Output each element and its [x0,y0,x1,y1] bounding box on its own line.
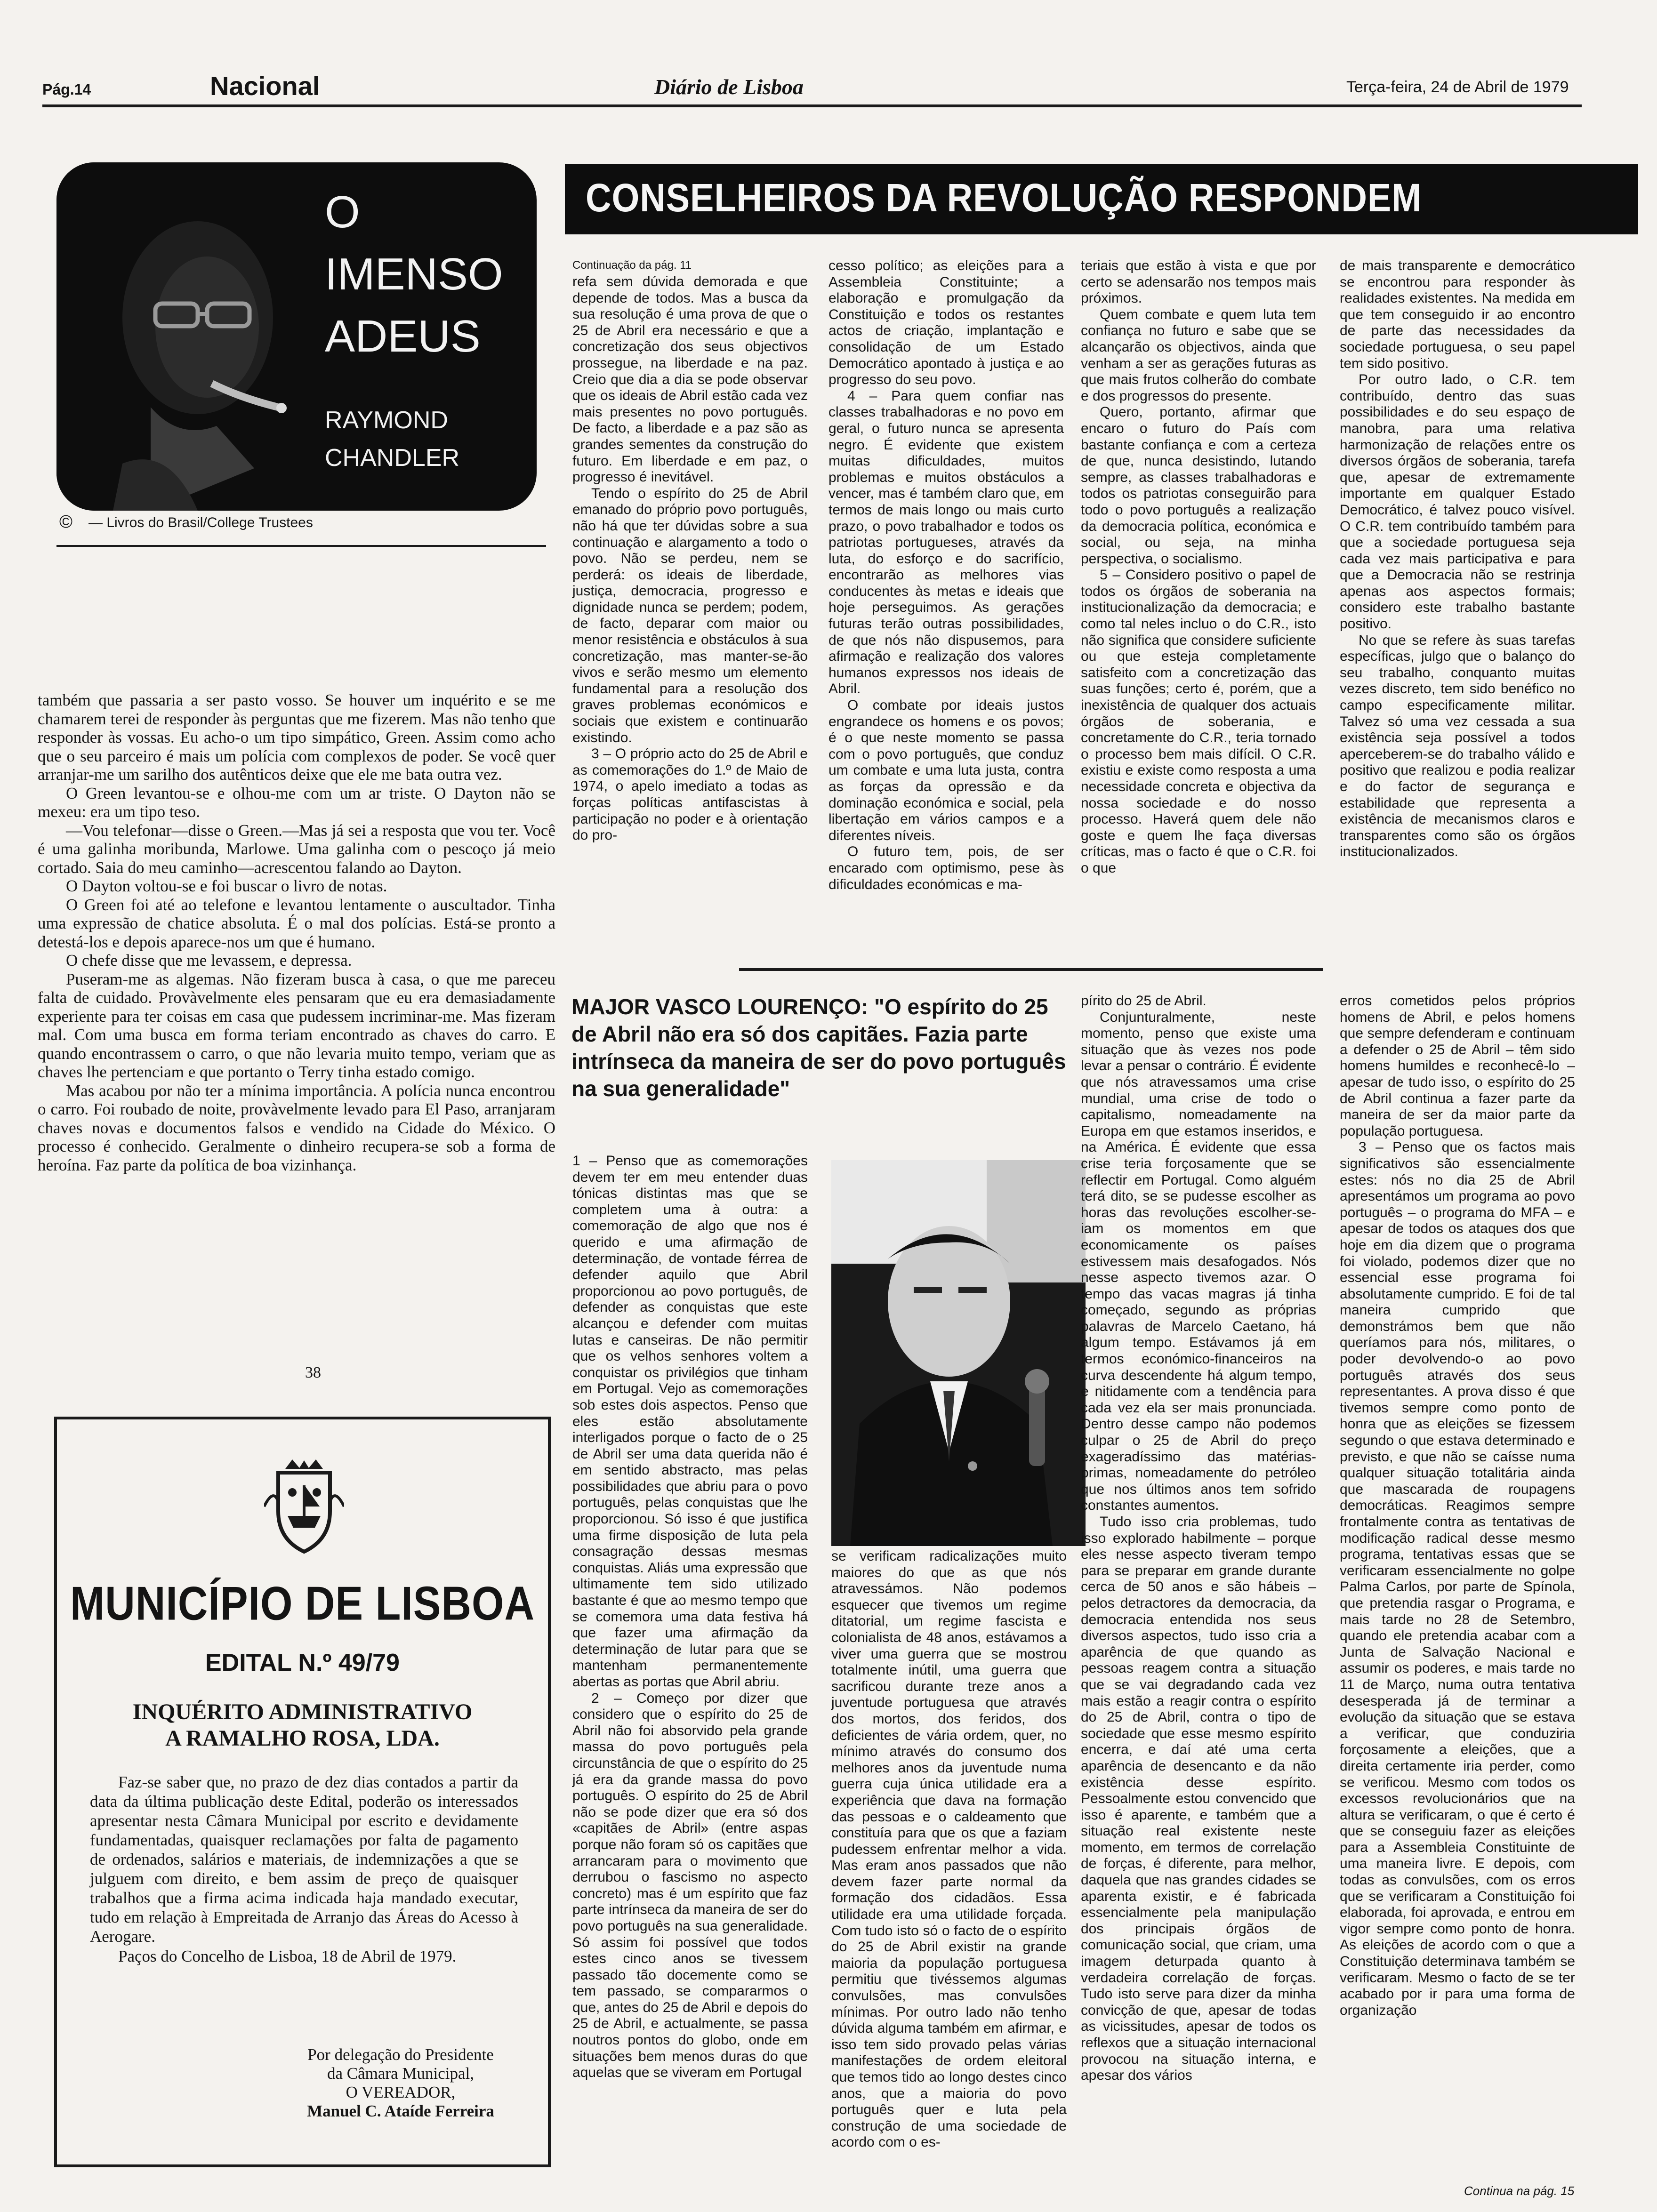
edital-title: MUNICÍPIO DE LISBOA [70,1576,535,1630]
article-paragraph: O futuro tem, pois, de ser encarado com optimismo, pese às dificuldades económicas e ma- [828,844,1064,892]
edital-number: EDITAL N.º 49/79 [205,1649,400,1676]
edital-signature [259,2045,542,2121]
conselheiros-column-4 [1340,258,1575,860]
book-author [325,401,459,477]
article-paragraph: Tudo isso cria problemas, tudo isso explorado habilmente – porque eles nesse aspecto tiveram tempo para se preparar em grande durante cerca de 50 anos e são hábeis – pelos detractores da democracia, da democracia entendida nos seus diversos aspectos, tudo isso cria a aparência de que quando as pessoas reagem contra a situação que se vai degradando cada vez mais estão a reagir contra o espírito do 25 de Abril, contra o tipo de sociedade que esse mesmo espírito encerra, e daí até uma certa aparência de desencanto e da não existência desse espírito. Pessoalmente estou convencido que isso é aparente, e também que a situação real existente neste momento, em termos de correlação de forças, é diferente, para melhor, daquela que nas grandes cidades se aparenta existir, e é fabricada essencialmente pela manipulação dos principais órgãos de comunicação social, que criam, uma imagem deturpada quanto à verdadeira correlação de forças. Tudo isto serve para dizer da minha convicção de que, apesar de todas as vicissitudes, apesar de todos os reflexos que a situação internacional provocou na situação interna, e apesar dos vários [1081,1514,1316,2084]
lourenco-photo [831,1160,1086,1546]
novel-text [38,691,555,1174]
conselheiros-column-3 [1081,258,1316,877]
author-line: CHANDLER [325,444,460,472]
headline-line: intrínseca da maneira de ser do povo português [571,1049,1066,1074]
header-rule [42,104,1582,107]
copyright-credit: — Livros do Brasil/College Trustees [88,515,313,530]
issue-date: Terça-feira, 24 de Abril de 1979 [1346,78,1569,96]
article-paragraph: 1 – Penso que as comemorações devem ter em meu entender duas tónicas distintas mas que se completem uma à outra: a comemoração de algo que nos é querido e uma afirmação de determinação, de vontade férrea de defender aquilo que Abril proporcionou ao povo português, de defender as conquistas que este alcançou e defender com muitas lutas e canseiras. De não permitir que os velhos senhores voltem a conquistar os privilégios que tinham em Portugal. Vejo as comemorações sob estes dois aspectos. Penso que eles estão absolutamente interligados porque o facto de o 25 de Abril ser uma data querida não é em sentido abstracto, mas pelas possibilidades que abriu para o povo português, pelas conquistas que lhe proporcionou. Só isso é que justifica uma firme disposição de luta pela consagração dessas mesmas conquistas. Aliás uma expressão que ultimamente tem sido utilizado bastante é que ao mesmo tempo que se comemora uma data festiva há que fazer uma afirmação da determinação de lutar para que se mantenham permanentemente abertas as portas que Abril abriu. [572,1153,808,1690]
signature-line: O VEREADOR, [346,2083,456,2101]
headline-line: MAJOR VASCO LOURENÇO: "O espírito do 25 [571,994,1048,1019]
book-title-line: O [325,187,360,237]
article-paragraph: de mais transparente e democrático se encontrou para responder às realidades existentes. Na medida em que tem conseguido ir ao encontro de parte das necessidades da sociedade portuguesa, o seu papel tem sido positivo. [1340,258,1575,371]
novel-paragraph: —Vou telefonar—disse o Green.—Mas já sei a resposta que vou ter. Você é uma galinha moribunda, Marlowe. Uma galinha com o pescoço já meio cortado. Saia do meu caminho—acrescentou falando ao Dayton. [38,821,555,877]
novel-paragraph: também que passaria a ser pasto vosso. Se houver um inquérito e se me chamarem terei de responder às perguntas que me fizerem. Mas não tenho que responder às vossas. Eu acho-o um tipo simpático, Green. Assim como acho que o seu parceiro é mais um polícia com complexos de poder. Se você quer arranjar-me um sarilho dos autênticos deixe que ele me bata outra vez. [38,691,555,784]
newspaper-masthead: Diário de Lisboa [654,75,804,99]
novel-paragraph: Mas acabou por não ter a mínima importância. A polícia nunca encontrou o carro. Foi roubado de noite, provàvelmente levado para El Paso, arranjaram chaves novas e documentos falsos e vendido na Cidade do México. O processo é conhecido. Geralmente o dinheiro recupera-se sob a forma de heroína. Faz parte da política de boa vizinhança. [38,1081,555,1174]
headline-line: na sua generalidade" [571,1076,790,1101]
article-paragraph: Quero, portanto, afirmar que encaro o futuro do País com bastante confiança e com a certeza de que, nunca desistindo, lutando sempre, as classes trabalhadoras e todos os patriotas conseguirão para todo o povo português a realização da democracia política, económica e social, ou seja, na minha perspectiva, o socialismo. [1081,404,1316,567]
section-name: Nacional [210,71,320,101]
article-paragraph: 5 – Considero positivo o papel de todos os órgãos de soberania na institucionalização da democracia; e como tal neles incluo o do C.R., isto não significa que considere suficiente ou que esteja completamente satisfeito com a concretização das suas funções; certo é, porém, que a inexistência de qualquer dos actuais órgãos de soberania, e concretamente do C.R., teria tornado o processo bem mais difícil. O C.R. existiu e existe como resposta a uma necessidade concreta e objectiva da nossa sociedade e do nosso processo. Haverá quem dele não goste e quem lhe faça diversas críticas, mas o facto é que o C.R. foi o que [1081,567,1316,876]
lourenco-column-2 [831,1548,1067,2151]
conselheiros-column-1 [572,274,808,844]
conselheiros-banner-title: CONSELHEIROS DA REVOLUÇÃO RESPONDEM [586,176,1422,220]
signature-line: Por delegação do Presidente [307,2045,494,2064]
article-paragraph: Por outro lado, o C.R. tem contribuído, dentro das suas possibilidades e do seu espaço de manobra, para uma relativa harmonização de relações entre os diversos órgãos de soberania, tarefa que, apesar de extremamente importante em qualquer Estado Democrático, é talvez pouco visível. O C.R. tem contribuído também para que a sociedade portuguesa seja cada vez mais participativa e para que a Democracia não se restrinja apenas aos aspectos formais; considero este trabalho bastante positivo. [1340,372,1575,632]
novel-paragraph: O Dayton voltou-se e foi buscar o livro de notas. [66,877,387,895]
page-number: Pág.14 [42,81,91,98]
article-paragraph: Quem combate e quem luta tem confiança no futuro e sabe que se alcançarão os objectivos, ainda que venham a ser as gerações futuras as que mais frutos colherão do combate e dos progressos do presente. [1081,306,1316,404]
signature-line: da Câmara Municipal, [327,2064,474,2083]
article-paragraph: 3 – Penso que os factos mais significativos são essencialmente estes: nós no dia 25 de Abril apresentámos um programa ao povo português – o programa do MFA – e apesar de todos os ataques dos que hoje em dia dizem que o programa foi violado, podemos dizer que no essencial esse programa foi absolutamente cumprido. E foi de tal maneira cumprido que demonstrámos bem que não queríamos para nós, militares, o poder devolvendo-o ao povo português através dos seus representantes. A prova disso é que tivemos sempre como ponto de honra que as eleições se fizessem segundo o que estava determinado e previsto, e que não se caísse numa qualquer situação totalitária ainda que mascarada de roupagens democráticas. Reagimos sempre frontalmente contra as tentativas de modificação radical desse mesmo programa, tentativas essas que se verificaram essencialmente no golpe Palma Carlos, por parte de Spínola, que pretendia rasgar o Programa, e mais tarde no 28 de Setembro, quando ele pretendia acabar com a Junta de Salvação Nacional e assumir os poderes, e mais tarde no 11 de Março, numa outra tentativa desesperada já de terminar a evolução da situação que se estava a verificar, que conduziria forçosamente a eleições, que a direita certamente iria perder, como se verificou. Mesmo com todos os excessos revolucionários que na altura se verificaram, o que é certo é que se conseguiu fazer as eleições para a Assembleia Constituinte de uma maneira livre. E depois, com todas as convulsões, com os erros que se verificaram a Constituição foi elaborada, foi aprovada, e entrou em vigor sempre como ponto de honra. As eleições de acordo com o que a Constituição determinava também se verificaram. Mesmo o facto de se ter acabado por ir para uma forma de organização [1340,1139,1575,2018]
article-paragraph: No que se refere às suas tarefas específicas, julgo que o balanço do seu trabalho, conquanto muitas vezes discreto, tem sido benéfico no campo especificamente militar. Talvez só uma vez cessada a sua existência seja possível a todos aperceberem-se do trabalho válido e positivo que realizou e podia realizar e do factor de segurança e estabilidade que representa a existência de mecanismos claros e transparentes como são os órgãos institucionalizados. [1340,632,1575,860]
article-paragraph: teriais que estão à vista e que por certo se adensarão nos tempos mais próximos. [1081,258,1316,306]
copyright-symbol: © [59,512,72,532]
edital-notice [54,1417,551,2167]
conselheiros-banner [565,164,1638,234]
book-title-line: ADEUS [325,311,481,361]
author-line: RAYMOND [325,407,448,434]
edital-subject-line: INQUÉRITO ADMINISTRATIVO [132,1699,473,1724]
continues-on-page: Continua na pág. 15 [1464,2184,1575,2198]
lourenco-column-4 [1340,993,1575,2019]
article-paragraph: cesso político; as eleições para a Assembleia Constituinte; a elaboração e promulgação da Constituição e todos os restantes actos de criação, implantação e consolidação de um Estado Democrático apontado à justiça e ao progresso do seu povo. [828,258,1064,388]
book-rule [56,545,546,547]
headline-line: de Abril não era só dos capitães. Fazia parte [571,1022,1028,1046]
author-portrait [56,162,320,511]
lourenco-headline [571,993,1089,1102]
article-paragraph: Tendo o espírito do 25 de Abril emanado do próprio povo português, não há que ter dúvidas sobre a sua continuação e alargamento a todo o povo. Não se perdeu, nem se perderá: os ideais de liberdade, justiça, democracia, progresso e dignidade nunca se perdem; podem, de facto, deparar com maior ou menor resistência e obstáculos à sua concretização, mas manter-se-ão vivos e serão mesmo um elemento fundamental para a resolução dos graves problemas económicos e sociais que existem e continuarão existindo. [572,485,808,745]
edital-subject-line: A RAMALHO ROSA, LDA. [165,1726,440,1751]
article-paragraph: refa sem dúvida demorada e que depende de todos. Mas a busca da sua resolução é uma prova de que o 25 de Abril era necessário e que a concretização dos seus objectivos prossegue, na liberdade e na paz. Creio que dia a dia se pode observar que os ideais de Abril estão cada vez mais presentes no povo português. De facto, a liberdade e a paz são as grandes sementes da construção do futuro. Em liberdade e em paz, o progresso é inevitável. [572,274,808,485]
edital-body: Faz-se saber que, no prazo de dez dias contados a partir da data da última publicação deste Edital, poderão os interessados apresentar nesta Câmara Municipal por escrito e devidamente fundamentadas, quaisquer reclamações por falta de pagamento de ordenados, salários e materiais, de indemnizações a que se julguem com direito, e bem assim de preço de quaisquer trabalhos que a firma acima indicada haja mandado executar, tudo em relação à Empreitada de Arranjo das Áreas do Acesso à Aerogare. [90,1773,518,1946]
article-paragraph: O combate por ideais justos engrandece os homens e os povos; é o que neste momento se passa com o povo português, que conduz um combate e uma luta justa, contra as forças da opressão e da dominação económica e social, pela libertação em vários campos e a diferentes níveis. [828,697,1064,843]
continuation-note: Continuação da pág. 11 [572,259,692,272]
novel-paragraph: O Green foi até ao telefone e levantou lentamente o auscultador. Tinha uma expressão de chatice absoluta. É o mal dos polícias. Está-se pronto a detestá-los e depois aparece-nos um que é humano. [38,895,555,951]
book-title-line: IMENSO [325,249,503,299]
novel-paragraph: Puseram-me as algemas. Não fizeram busca à casa, o que me pareceu falta de cuidado. Provàvelmente eles pensaram que eu era demasiadamente experiente para ter coisas em casa que pudessem incriminar-me. Mas fizeram mal. Com uma busca em forma teriam encontrado as chaves do carro. E quando encontrassem o carro, o que não levaria muito tempo, veriam que as chaves lhe pertenciam e que portanto o Terry tinha estado comigo. [38,970,555,1081]
novel-paragraph: O chefe disse que me levassem, e depressa. [66,951,352,970]
signer-name: Manuel C. Ataíde Ferreira [307,2102,494,2120]
lisbon-coat-of-arms-icon [264,1459,344,1554]
edital-date: Paços do Concelho de Lisboa, 18 de Abril de 1979. [118,1947,457,1965]
article-paragraph: 2 – Começo por dizer que considero que o espírito do 25 de Abril não foi absorvido pela grande massa do povo português pela circunstância de que o espírito do 25 já era da grande massa do povo português. O espírito do 25 de Abril não se pode dizer que era só dos «capitães de Abril» (entre aspas porque não foram só os capitães que arrancaram para o movimento que derrubou o fascismo no aspecto concreto) mas é um espírito que faz parte intrínseca da maneira de ser do povo português na sua generalidade. Só assim foi possível que todos estes cinco anos se tivessem passado tão docemente como se tem passado, se compararmos o que, antes do 25 de Abril e depois do 25 de Abril, e actualmente, se passa noutros pontos do globo, onde em situações bem menos duras do que aquelas que se viveram em Portugal [572,1690,808,2081]
lourenco-column-1 [572,1153,808,2081]
novel-page-number: 38 [305,1364,321,1381]
novel-paragraph: O Green levantou-se e olhou-me com um ar triste. O Dayton não se mexeu: era um tipo teso. [38,784,555,821]
article-paragraph: 3 – O próprio acto do 25 de Abril e as comemorações do 1.º de Maio de 1974, o apelo imediato a todas as forças políticas antifascistas à participação no poder e à orientação do pro- [572,746,808,843]
article-paragraph: pírito do 25 de Abril. [1081,993,1207,1009]
article-paragraph: erros cometidos pelos próprios homens de Abril, e pelos homens que sempre defenderam e continuam a defender o 25 de Abril – têm sido homens humildes e reconhecê-lo – apesar de tudo isso, o espírito do 25 de Abril continua a fazer parte da maneira de ser da maior parte da população portuguesa. [1340,993,1575,1139]
article-paragraph: se verificam radicalizações muito maiores do que as que nós atravessámos. Não podemos esquecer que tivemos um regime ditatorial, um regime fascista e colonialista de 48 anos, estávamos a viver uma guerra que se mostrou totalmente inútil, uma guerra que sacrificou durante treze anos a juventude portuguesa que através dos mortos, dos feridos, dos deficientes de vária ordem, quer, no mínimo através do consumo dos melhores anos da juventude numa guerra cuja única utilidade era a experiência que dava na formação das pessoas e o caldeamento que constituía para que os que a faziam pudessem enfrentar melhor a vida. Mas eram anos passados que não devem fazer parte normal da formação dos cidadãos. Essa utilidade era uma utilidade forçada. Com tudo isto só o facto de o espírito do 25 de Abril existir na grande maioria da população portuguesa permitiu que tivéssemos algumas convulsões, mas convulsões mínimas. Por outro lado não tenho dúvida alguma também em afirmar, e isso tem sido provado pelas várias manifestações de ordem eleitoral que temos tido ao longo destes cinco anos, que a maioria do povo português quer e luta pela construção de uma sociedade de acordo com o es- [831,1548,1067,2150]
book-title-box [56,162,537,511]
article-paragraph: 4 – Para quem confiar nas classes trabalhadoras e no povo em geral, o futuro nunca se apresenta negro. É evidente que existem muitas dificuldades, muitos problemas e muitos obstáculos a vencer, mas é também claro que, em termos de mais longo ou mais curto prazo, o povo trabalhador e todos os patriotas portugueses, através da luta, do esforço e do sacrifício, encontrarão as melhores vias conducentes às metas e ideais que hoje perseguimos. As gerações futuras terão outras possibilidades, de que nós não dispusemos, para afirmação e realização dos valores humanos expressos nos ideais de Abril. [828,388,1064,697]
book-title [325,181,503,368]
lourenco-column-3 [1081,993,1316,2084]
edital-subject [57,1699,548,1752]
conselheiros-column-2 [828,258,1064,893]
article-paragraph: Conjunturalmente, neste momento, penso que existe uma situação que às vezes nos pode levar a pensar o contrário. É evidente que nós atravessamos uma crise mundial, uma crise de todo o capitalismo, nomeadamente na Europa em que estamos inseridos, e na América. É evidente que essa crise teria forçosamente que se reflectir em Portugal. Como alguém terá dito, se se pudesse escolher as horas das revoluções escolher-se-iam os momentos em que economicamente os países estivessem mais desafogados. Nós nesse aspecto tivemos azar. O tempo das vacas magras já tinha começado, segundo as próprias palavras de Marcelo Caetano, há algum tempo. Estávamos já em termos económico-financeiros na curva descendente há algum tempo, e nitidamente com a tendência para cada vez ela ser mais pronunciada. Dentro desse campo não podemos culpar o 25 de Abril do preço exageradíssimo das matérias-primas, nomeadamente do petróleo que nos últimos anos tem sofrido constantes aumentos. [1081,1009,1316,1514]
section-divider [739,968,1323,971]
